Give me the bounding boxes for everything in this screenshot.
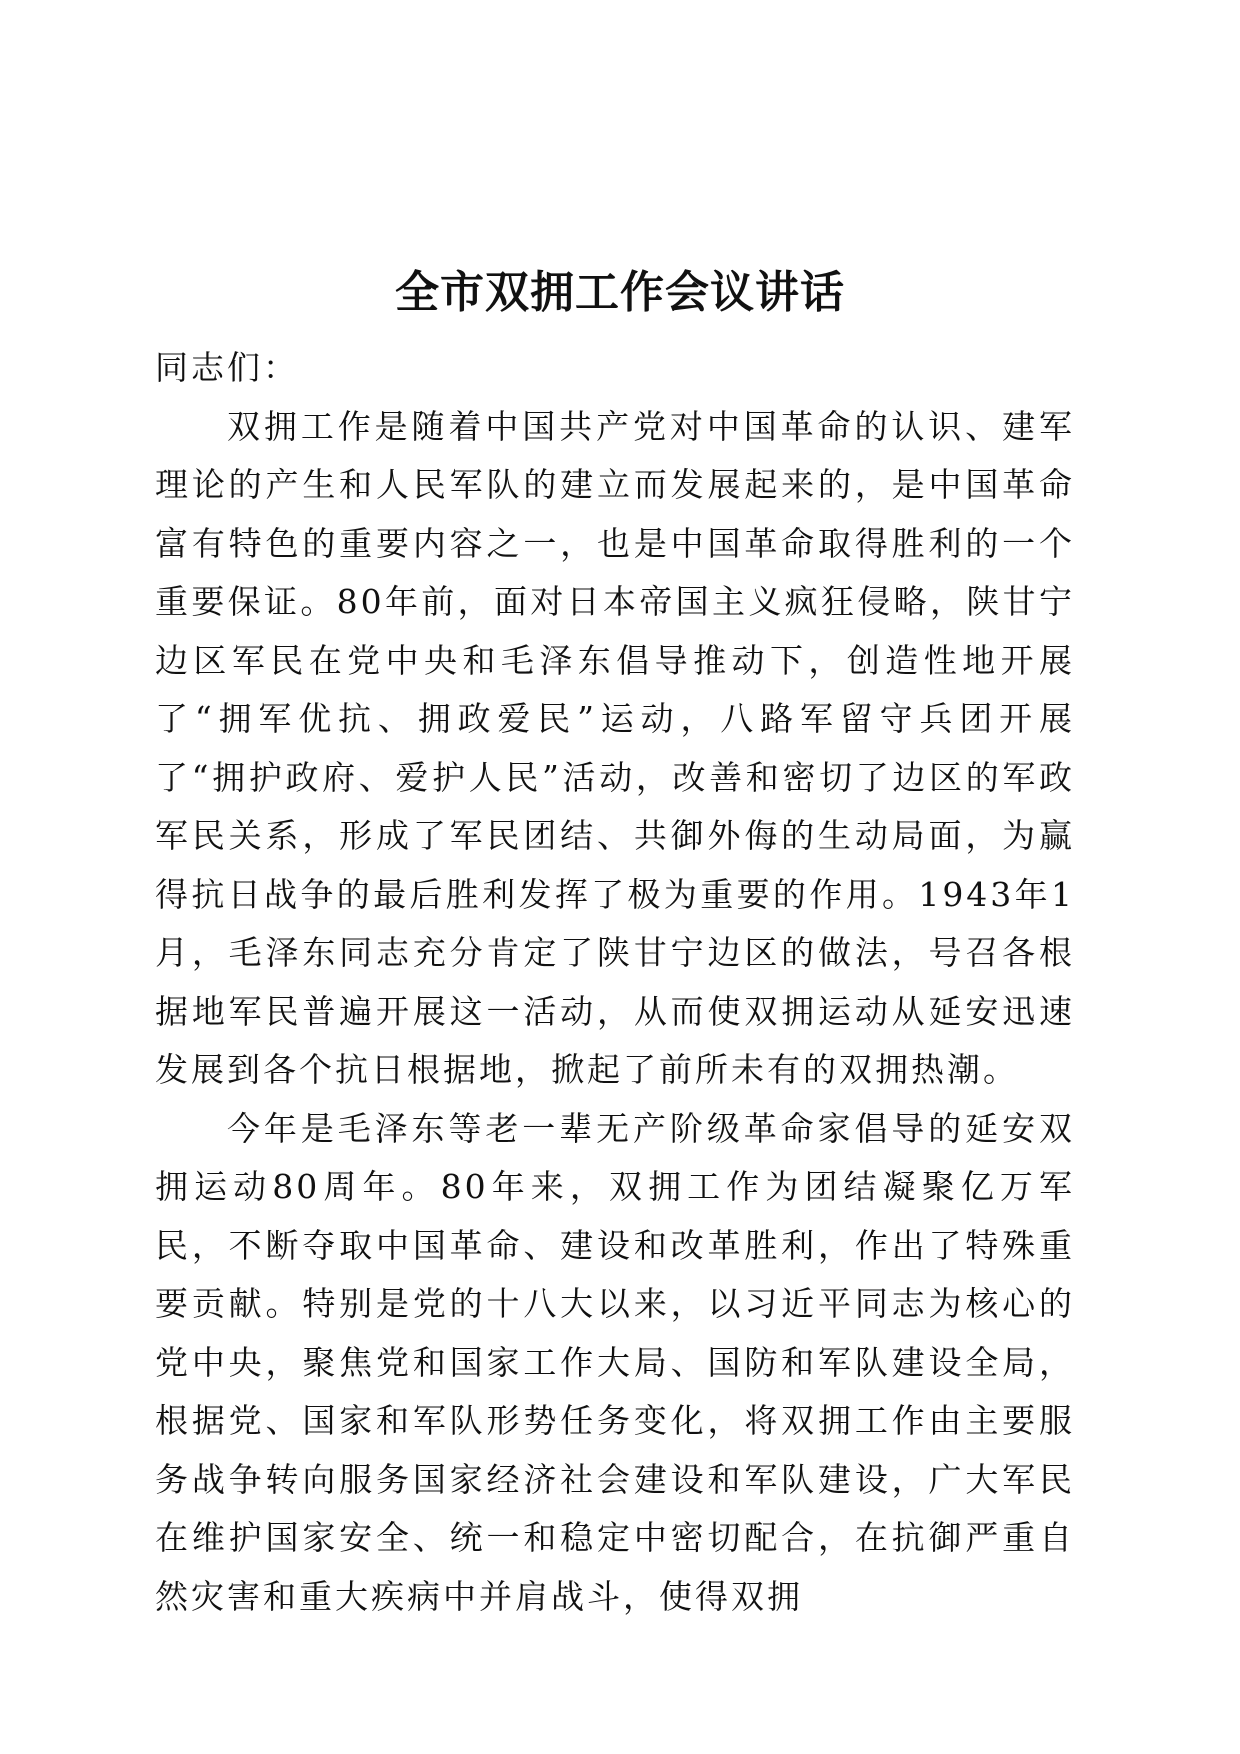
- document-title: 全市双拥工作会议讲话: [395, 267, 845, 318]
- salutation: 同志们：: [155, 348, 299, 387]
- document-body: [155, 339, 1075, 1626]
- paragraph-2: 今年是毛泽东等老一辈无产阶级革命家倡导的延安双拥运动80周年。80年来，双拥工作为团结凝聚亿万军民，不断夺取中国革命、建设和改革胜利，作出了特殊重要贡献。特别是党的十八大以来，以习近平同志为核心的党中央，聚焦党和国家工作大局、国防和军队建设全局，根据党、国家和军队形势任务变化，将双拥工作由主要服务战争转向服务国家经济社会建设和军队建设，广大军民在维护国家安全、统一和稳定中密切配合，在抗御严重自然灾害和重大疾病中并肩战斗，使得双拥: [155, 1108, 1075, 1616]
- paragraph-1: 双拥工作是随着中国共产党对中国革命的认识、建军理论的产生和人民军队的建立而发展起来的，是中国革命富有特色的重要内容之一，也是中国革命取得胜利的一个重要保证。80年前，面对日本帝国主义疯狂侵略，陕甘宁边区军民在党中央和毛泽东倡导推动下，创造性地开展了“拥军优抗、拥政爱民”运动，八路军留守兵团开展了“拥护政府、爱护人民”活动，改善和密切了边区的军政军民关系，形成了军民团结、共御外侮的生动局面，为赢得抗日战争的最后胜利发挥了极为重要的作用。1943年1月，毛泽东同志充分肯定了陕甘宁边区的做法，号召各根据地军民普遍开展这一活动，从而使双拥运动从延安迅速发展到各个抗日根据地，掀起了前所未有的双拥热潮。: [155, 406, 1075, 1089]
